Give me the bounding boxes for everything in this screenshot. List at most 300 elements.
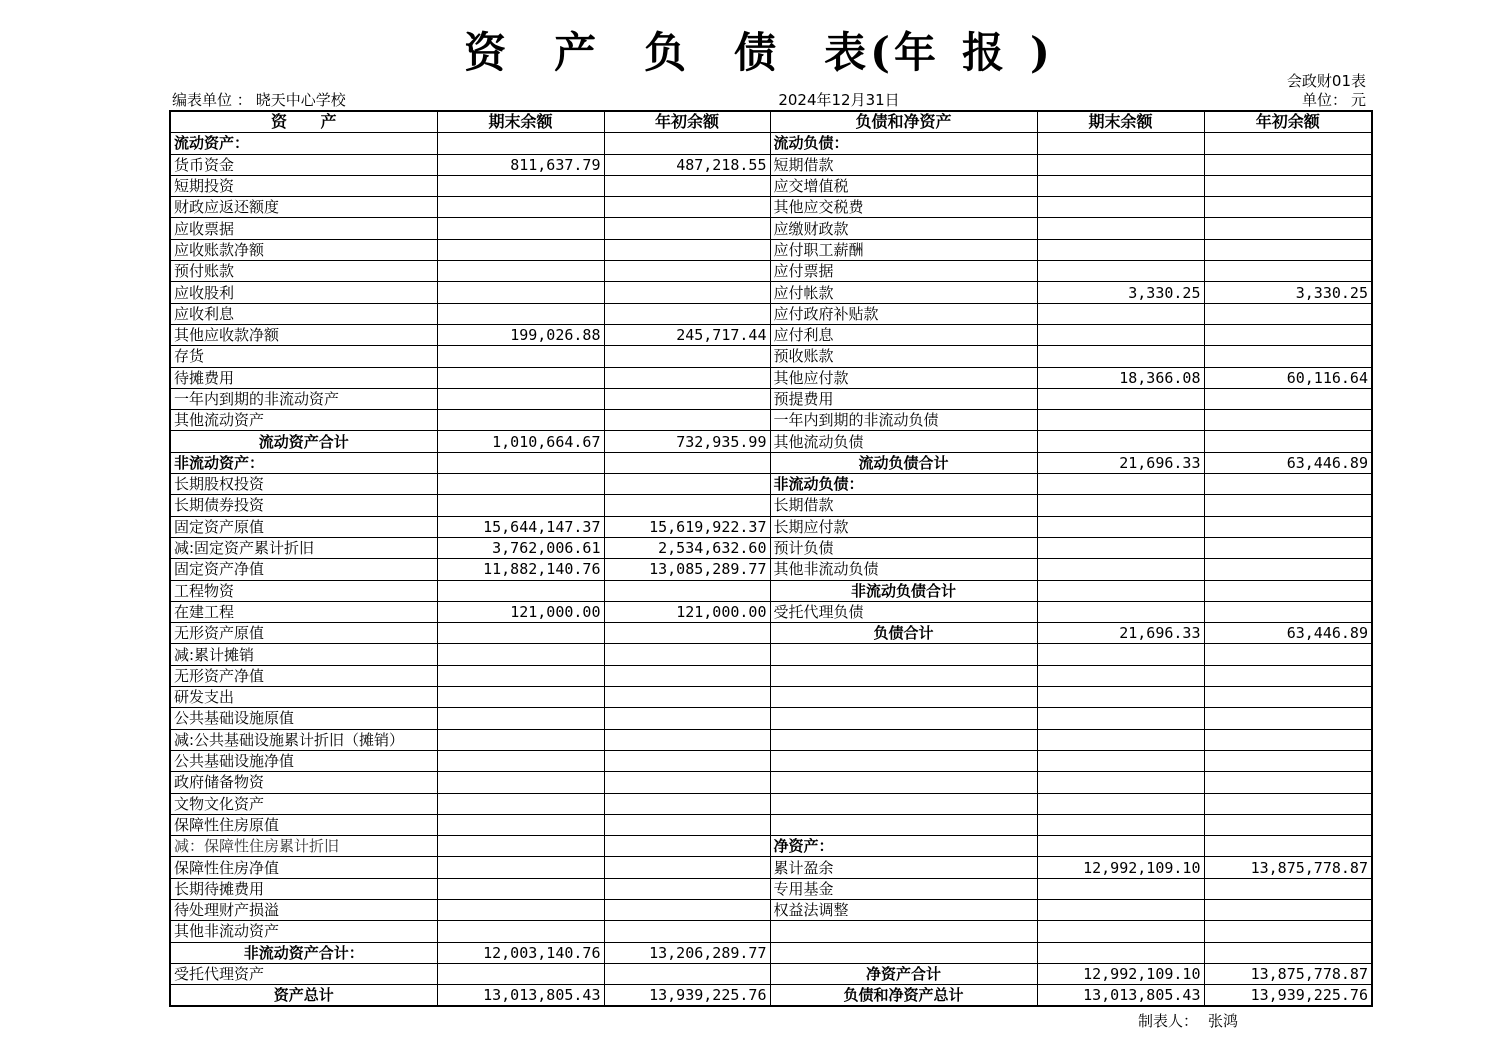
table-row xyxy=(170,814,1372,835)
asset-begin-balance: 121,000.00 xyxy=(604,601,770,622)
asset-end-balance xyxy=(437,836,604,857)
asset-end-balance xyxy=(437,708,604,729)
asset-begin-balance xyxy=(604,218,770,239)
liability-item-label: 专用基金 xyxy=(770,878,1037,899)
asset-item-label: 减：保障性住房累计折旧 xyxy=(170,836,437,857)
asset-begin-balance: 13,085,289.77 xyxy=(604,559,770,580)
header-assets-begin-balance: 年初余额 xyxy=(604,111,770,133)
liability-item-label xyxy=(770,750,1037,771)
liability-end-balance xyxy=(1037,708,1204,729)
liability-begin-balance xyxy=(1204,814,1372,835)
asset-begin-balance: 13,206,289.77 xyxy=(604,942,770,963)
liability-end-balance xyxy=(1037,772,1204,793)
asset-end-balance xyxy=(437,750,604,771)
liability-begin-balance xyxy=(1204,133,1372,154)
liability-item-label: 负债合计 xyxy=(770,623,1037,644)
table-row xyxy=(170,580,1372,601)
asset-end-balance xyxy=(437,282,604,303)
liability-end-balance xyxy=(1037,644,1204,665)
liability-item-label xyxy=(770,708,1037,729)
asset-begin-balance xyxy=(604,857,770,878)
liability-begin-balance xyxy=(1204,665,1372,686)
header-assets: 资 产 xyxy=(170,111,437,133)
asset-item-label: 其他流动资产 xyxy=(170,410,437,431)
liability-begin-balance xyxy=(1204,154,1372,175)
asset-end-balance: 811,637.79 xyxy=(437,154,604,175)
asset-end-balance xyxy=(437,878,604,899)
balance-sheet-table xyxy=(169,110,1373,1007)
asset-item-label: 流动资产： xyxy=(170,133,437,154)
liability-item-label: 流动负债合计 xyxy=(770,452,1037,473)
unit-label: 单位： xyxy=(1301,91,1347,109)
asset-item-label: 其他应收款净额 xyxy=(170,324,437,345)
asset-end-balance: 121,000.00 xyxy=(437,601,604,622)
asset-item-label: 其他非流动资产 xyxy=(170,921,437,942)
asset-begin-balance xyxy=(604,239,770,260)
preparer-name: 张鸿 xyxy=(1208,1012,1239,1030)
asset-item-label: 固定资产净值 xyxy=(170,559,437,580)
liability-item-label: 负债和净资产总计 xyxy=(770,985,1037,1007)
header-liabilities-begin-balance: 年初余额 xyxy=(1204,111,1372,133)
asset-end-balance xyxy=(437,495,604,516)
asset-item-label: 应收股利 xyxy=(170,282,437,303)
table-row xyxy=(170,623,1372,644)
liability-begin-balance xyxy=(1204,516,1372,537)
title-char: ) xyxy=(1030,28,1054,77)
asset-begin-balance xyxy=(604,708,770,729)
asset-end-balance: 3,762,006.61 xyxy=(437,537,604,558)
org-name: 晓天中心学校 xyxy=(255,91,346,109)
asset-end-balance xyxy=(437,644,604,665)
asset-begin-balance xyxy=(604,899,770,920)
asset-item-label: 减:累计摊销 xyxy=(170,644,437,665)
asset-item-label: 应收账款净额 xyxy=(170,239,437,260)
liability-begin-balance: 13,875,778.87 xyxy=(1204,963,1372,984)
table-row xyxy=(170,985,1372,1007)
asset-item-label: 保障性住房净值 xyxy=(170,857,437,878)
asset-end-balance xyxy=(437,261,604,282)
liability-item-label: 应付票据 xyxy=(770,261,1037,282)
asset-begin-balance xyxy=(604,346,770,367)
liability-end-balance xyxy=(1037,580,1204,601)
liability-end-balance xyxy=(1037,814,1204,835)
asset-begin-balance: 2,534,632.60 xyxy=(604,537,770,558)
table-row xyxy=(170,729,1372,750)
asset-end-balance xyxy=(437,474,604,495)
title-char: ( xyxy=(870,28,895,77)
asset-end-balance xyxy=(437,303,604,324)
asset-begin-balance xyxy=(604,623,770,644)
liability-end-balance xyxy=(1037,942,1204,963)
asset-item-label: 货币资金 xyxy=(170,154,437,175)
liability-end-balance: 13,013,805.43 xyxy=(1037,985,1204,1007)
asset-begin-balance xyxy=(604,793,770,814)
table-row xyxy=(170,644,1372,665)
liability-end-balance: 21,696.33 xyxy=(1037,623,1204,644)
asset-begin-balance xyxy=(604,388,770,409)
liability-item-label: 应付帐款 xyxy=(770,282,1037,303)
liability-begin-balance xyxy=(1204,239,1372,260)
asset-end-balance xyxy=(437,452,604,473)
asset-end-balance: 13,013,805.43 xyxy=(437,985,604,1007)
table-row xyxy=(170,793,1372,814)
asset-end-balance xyxy=(437,239,604,260)
liability-end-balance xyxy=(1037,431,1204,452)
asset-item-label: 长期股权投资 xyxy=(170,474,437,495)
table-row xyxy=(170,261,1372,282)
asset-end-balance xyxy=(437,197,604,218)
table-row xyxy=(170,133,1372,154)
asset-item-label: 长期债券投资 xyxy=(170,495,437,516)
liability-item-label: 其他应交税费 xyxy=(770,197,1037,218)
asset-begin-balance xyxy=(604,410,770,431)
liability-begin-balance xyxy=(1204,942,1372,963)
table-row xyxy=(170,239,1372,260)
table-row xyxy=(170,154,1372,175)
asset-item-label: 公共基础设施净值 xyxy=(170,750,437,771)
liability-begin-balance xyxy=(1204,836,1372,857)
liability-end-balance xyxy=(1037,601,1204,622)
title-char: 负 xyxy=(644,28,691,77)
asset-item-label: 工程物资 xyxy=(170,580,437,601)
liability-item-label: 净资产： xyxy=(770,836,1037,857)
table-row xyxy=(170,750,1372,771)
title-char: 报 xyxy=(962,28,1009,77)
preparer-label: 制表人： xyxy=(1138,1012,1199,1030)
liability-end-balance xyxy=(1037,537,1204,558)
liability-begin-balance xyxy=(1204,303,1372,324)
asset-begin-balance xyxy=(604,665,770,686)
liability-item-label: 非流动负债合计 xyxy=(770,580,1037,601)
liability-begin-balance xyxy=(1204,878,1372,899)
liability-end-balance xyxy=(1037,388,1204,409)
liability-end-balance xyxy=(1037,559,1204,580)
liability-item-label xyxy=(770,687,1037,708)
asset-item-label: 公共基础设施原值 xyxy=(170,708,437,729)
asset-begin-balance xyxy=(604,687,770,708)
liability-end-balance xyxy=(1037,303,1204,324)
liability-begin-balance xyxy=(1204,218,1372,239)
table-row xyxy=(170,942,1372,963)
liability-item-label: 应交增值税 xyxy=(770,175,1037,196)
liability-begin-balance xyxy=(1204,346,1372,367)
asset-begin-balance xyxy=(604,580,770,601)
liability-begin-balance xyxy=(1204,708,1372,729)
liability-begin-balance xyxy=(1204,729,1372,750)
asset-end-balance xyxy=(437,133,604,154)
table-row xyxy=(170,282,1372,303)
asset-begin-balance xyxy=(604,303,770,324)
liability-begin-balance: 63,446.89 xyxy=(1204,452,1372,473)
liability-end-balance xyxy=(1037,154,1204,175)
asset-item-label: 无形资产净值 xyxy=(170,665,437,686)
liability-begin-balance xyxy=(1204,537,1372,558)
org-label: 编表单位 ： xyxy=(172,91,252,109)
asset-item-label: 固定资产原值 xyxy=(170,516,437,537)
title-char: 产 xyxy=(554,28,601,77)
title-char: 债 xyxy=(734,28,781,77)
asset-begin-balance xyxy=(604,133,770,154)
liability-end-balance xyxy=(1037,899,1204,920)
liability-end-balance xyxy=(1037,750,1204,771)
table-row xyxy=(170,857,1372,878)
table-row xyxy=(170,303,1372,324)
table-row xyxy=(170,197,1372,218)
asset-begin-balance xyxy=(604,772,770,793)
liability-end-balance: 12,992,109.10 xyxy=(1037,857,1204,878)
table-row xyxy=(170,495,1372,516)
asset-item-label: 政府储备物资 xyxy=(170,772,437,793)
liability-begin-balance xyxy=(1204,921,1372,942)
asset-item-label: 减:公共基础设施累计折旧（摊销） xyxy=(170,729,437,750)
table-row xyxy=(170,175,1372,196)
asset-begin-balance xyxy=(604,282,770,303)
liability-begin-balance xyxy=(1204,410,1372,431)
header-assets-end-balance: 期末余额 xyxy=(437,111,604,133)
table-row xyxy=(170,899,1372,920)
asset-begin-balance xyxy=(604,963,770,984)
asset-begin-balance xyxy=(604,474,770,495)
liability-item-label: 累计盈余 xyxy=(770,857,1037,878)
liability-item-label xyxy=(770,942,1037,963)
liability-end-balance xyxy=(1037,687,1204,708)
liability-item-label: 预提费用 xyxy=(770,388,1037,409)
table-row xyxy=(170,367,1372,388)
liability-end-balance xyxy=(1037,239,1204,260)
liability-end-balance xyxy=(1037,261,1204,282)
liability-item-label: 其他非流动负债 xyxy=(770,559,1037,580)
liability-begin-balance xyxy=(1204,388,1372,409)
liability-end-balance: 21,696.33 xyxy=(1037,452,1204,473)
asset-item-label: 资产总计 xyxy=(170,985,437,1007)
liability-item-label xyxy=(770,729,1037,750)
liability-end-balance: 12,992,109.10 xyxy=(1037,963,1204,984)
liability-end-balance xyxy=(1037,793,1204,814)
asset-end-balance xyxy=(437,623,604,644)
liability-item-label: 长期应付款 xyxy=(770,516,1037,537)
liability-end-balance xyxy=(1037,516,1204,537)
table-row xyxy=(170,516,1372,537)
liability-item-label: 非流动负债： xyxy=(770,474,1037,495)
table-row xyxy=(170,921,1372,942)
asset-item-label: 一年内到期的非流动资产 xyxy=(170,388,437,409)
asset-item-label: 财政应返还额度 xyxy=(170,197,437,218)
asset-end-balance xyxy=(437,921,604,942)
liability-end-balance xyxy=(1037,410,1204,431)
liability-begin-balance xyxy=(1204,687,1372,708)
liability-end-balance xyxy=(1037,665,1204,686)
liability-begin-balance xyxy=(1204,175,1372,196)
liability-item-label xyxy=(770,921,1037,942)
liability-begin-balance xyxy=(1204,197,1372,218)
asset-begin-balance xyxy=(604,367,770,388)
asset-item-label: 流动资产合计 xyxy=(170,431,437,452)
asset-item-label: 长期待摊费用 xyxy=(170,878,437,899)
asset-item-label: 应收票据 xyxy=(170,218,437,239)
table-row xyxy=(170,410,1372,431)
report-date: 2024年12月31日 xyxy=(778,91,900,109)
liability-item-label: 其他应付款 xyxy=(770,367,1037,388)
table-row xyxy=(170,665,1372,686)
asset-begin-balance: 487,218.55 xyxy=(604,154,770,175)
title-char: 年 xyxy=(894,28,941,77)
liability-begin-balance xyxy=(1204,580,1372,601)
liability-item-label: 应付利息 xyxy=(770,324,1037,345)
asset-begin-balance xyxy=(604,836,770,857)
asset-end-balance xyxy=(437,218,604,239)
liability-begin-balance xyxy=(1204,324,1372,345)
asset-end-balance xyxy=(437,346,604,367)
asset-end-balance xyxy=(437,175,604,196)
table-row xyxy=(170,601,1372,622)
liability-end-balance xyxy=(1037,133,1204,154)
liability-end-balance xyxy=(1037,346,1204,367)
liability-item-label: 应付政府补贴款 xyxy=(770,303,1037,324)
asset-end-balance: 199,026.88 xyxy=(437,324,604,345)
table-row xyxy=(170,346,1372,367)
asset-end-balance xyxy=(437,367,604,388)
liability-end-balance xyxy=(1037,474,1204,495)
table-row xyxy=(170,963,1372,984)
asset-end-balance xyxy=(437,665,604,686)
asset-item-label: 减:固定资产累计折旧 xyxy=(170,537,437,558)
liability-item-label xyxy=(770,665,1037,686)
liability-item-label xyxy=(770,644,1037,665)
asset-end-balance xyxy=(437,963,604,984)
liability-begin-balance: 3,330.25 xyxy=(1204,282,1372,303)
asset-end-balance xyxy=(437,580,604,601)
asset-item-label: 非流动资产合计： xyxy=(170,942,437,963)
asset-begin-balance xyxy=(604,452,770,473)
liability-begin-balance xyxy=(1204,431,1372,452)
asset-begin-balance xyxy=(604,750,770,771)
header-liabilities-end-balance: 期末余额 xyxy=(1037,111,1204,133)
asset-end-balance xyxy=(437,772,604,793)
asset-begin-balance xyxy=(604,921,770,942)
header-liabilities: 负债和净资产 xyxy=(770,111,1037,133)
liability-begin-balance xyxy=(1204,559,1372,580)
asset-end-balance xyxy=(437,814,604,835)
liability-end-balance xyxy=(1037,197,1204,218)
liability-item-label: 应缴财政款 xyxy=(770,218,1037,239)
asset-item-label: 待摊费用 xyxy=(170,367,437,388)
liability-begin-balance xyxy=(1204,750,1372,771)
asset-begin-balance: 15,619,922.37 xyxy=(604,516,770,537)
table-row xyxy=(170,431,1372,452)
preparer-line xyxy=(1138,1012,1238,1030)
table-row xyxy=(170,559,1372,580)
liability-item-label xyxy=(770,814,1037,835)
asset-begin-balance xyxy=(604,495,770,516)
liability-end-balance xyxy=(1037,921,1204,942)
table-row xyxy=(170,452,1372,473)
liability-item-label: 一年内到期的非流动负债 xyxy=(770,410,1037,431)
asset-item-label: 非流动资产： xyxy=(170,452,437,473)
liability-item-label: 预计负债 xyxy=(770,537,1037,558)
asset-end-balance xyxy=(437,687,604,708)
asset-end-balance: 15,644,147.37 xyxy=(437,516,604,537)
liability-item-label xyxy=(770,793,1037,814)
liability-begin-balance xyxy=(1204,644,1372,665)
liability-begin-balance xyxy=(1204,899,1372,920)
table-row xyxy=(170,474,1372,495)
liability-end-balance xyxy=(1037,729,1204,750)
liability-item-label: 权益法调整 xyxy=(770,899,1037,920)
liability-begin-balance xyxy=(1204,793,1372,814)
asset-begin-balance: 732,935.99 xyxy=(604,431,770,452)
asset-end-balance xyxy=(437,857,604,878)
asset-end-balance xyxy=(437,729,604,750)
asset-item-label: 保障性住房原值 xyxy=(170,814,437,835)
asset-item-label: 在建工程 xyxy=(170,601,437,622)
title-char: 表 xyxy=(824,28,871,77)
asset-begin-balance xyxy=(604,729,770,750)
asset-item-label: 研发支出 xyxy=(170,687,437,708)
asset-begin-balance xyxy=(604,814,770,835)
asset-end-balance xyxy=(437,899,604,920)
liability-begin-balance: 13,939,225.76 xyxy=(1204,985,1372,1007)
asset-begin-balance: 13,939,225.76 xyxy=(604,985,770,1007)
report-title xyxy=(0,20,1496,80)
asset-end-balance: 11,882,140.76 xyxy=(437,559,604,580)
liability-begin-balance xyxy=(1204,772,1372,793)
liability-item-label: 预收账款 xyxy=(770,346,1037,367)
asset-item-label: 短期投资 xyxy=(170,175,437,196)
asset-begin-balance xyxy=(604,197,770,218)
liability-end-balance xyxy=(1037,836,1204,857)
liability-begin-balance xyxy=(1204,261,1372,282)
table-row xyxy=(170,324,1372,345)
asset-item-label: 无形资产原值 xyxy=(170,623,437,644)
liability-item-label xyxy=(770,772,1037,793)
unit-value: 元 xyxy=(1350,91,1366,109)
liability-item-label: 其他流动负债 xyxy=(770,431,1037,452)
form-code: 会政财01表 xyxy=(1286,72,1366,90)
liability-begin-balance: 63,446.89 xyxy=(1204,623,1372,644)
table-row xyxy=(170,836,1372,857)
asset-item-label: 文物文化资产 xyxy=(170,793,437,814)
asset-item-label: 预付账款 xyxy=(170,261,437,282)
asset-item-label: 受托代理资产 xyxy=(170,963,437,984)
asset-begin-balance xyxy=(604,175,770,196)
liability-end-balance xyxy=(1037,495,1204,516)
liability-item-label: 应付职工薪酬 xyxy=(770,239,1037,260)
asset-end-balance xyxy=(437,388,604,409)
liability-begin-balance xyxy=(1204,474,1372,495)
liability-begin-balance: 60,116.64 xyxy=(1204,367,1372,388)
liability-item-label: 受托代理负债 xyxy=(770,601,1037,622)
table-row xyxy=(170,708,1372,729)
liability-end-balance: 3,330.25 xyxy=(1037,282,1204,303)
asset-end-balance xyxy=(437,410,604,431)
liability-end-balance xyxy=(1037,175,1204,196)
asset-begin-balance: 245,717.44 xyxy=(604,324,770,345)
asset-begin-balance xyxy=(604,644,770,665)
asset-begin-balance xyxy=(604,878,770,899)
table-row xyxy=(170,687,1372,708)
liability-item-label: 流动负债： xyxy=(770,133,1037,154)
table-header-row xyxy=(170,111,1372,133)
liability-begin-balance xyxy=(1204,495,1372,516)
liability-begin-balance: 13,875,778.87 xyxy=(1204,857,1372,878)
liability-end-balance: 18,366.08 xyxy=(1037,367,1204,388)
liability-end-balance xyxy=(1037,324,1204,345)
liability-item-label: 短期借款 xyxy=(770,154,1037,175)
liability-begin-balance xyxy=(1204,601,1372,622)
asset-end-balance: 12,003,140.76 xyxy=(437,942,604,963)
liability-item-label: 净资产合计 xyxy=(770,963,1037,984)
liability-end-balance xyxy=(1037,878,1204,899)
